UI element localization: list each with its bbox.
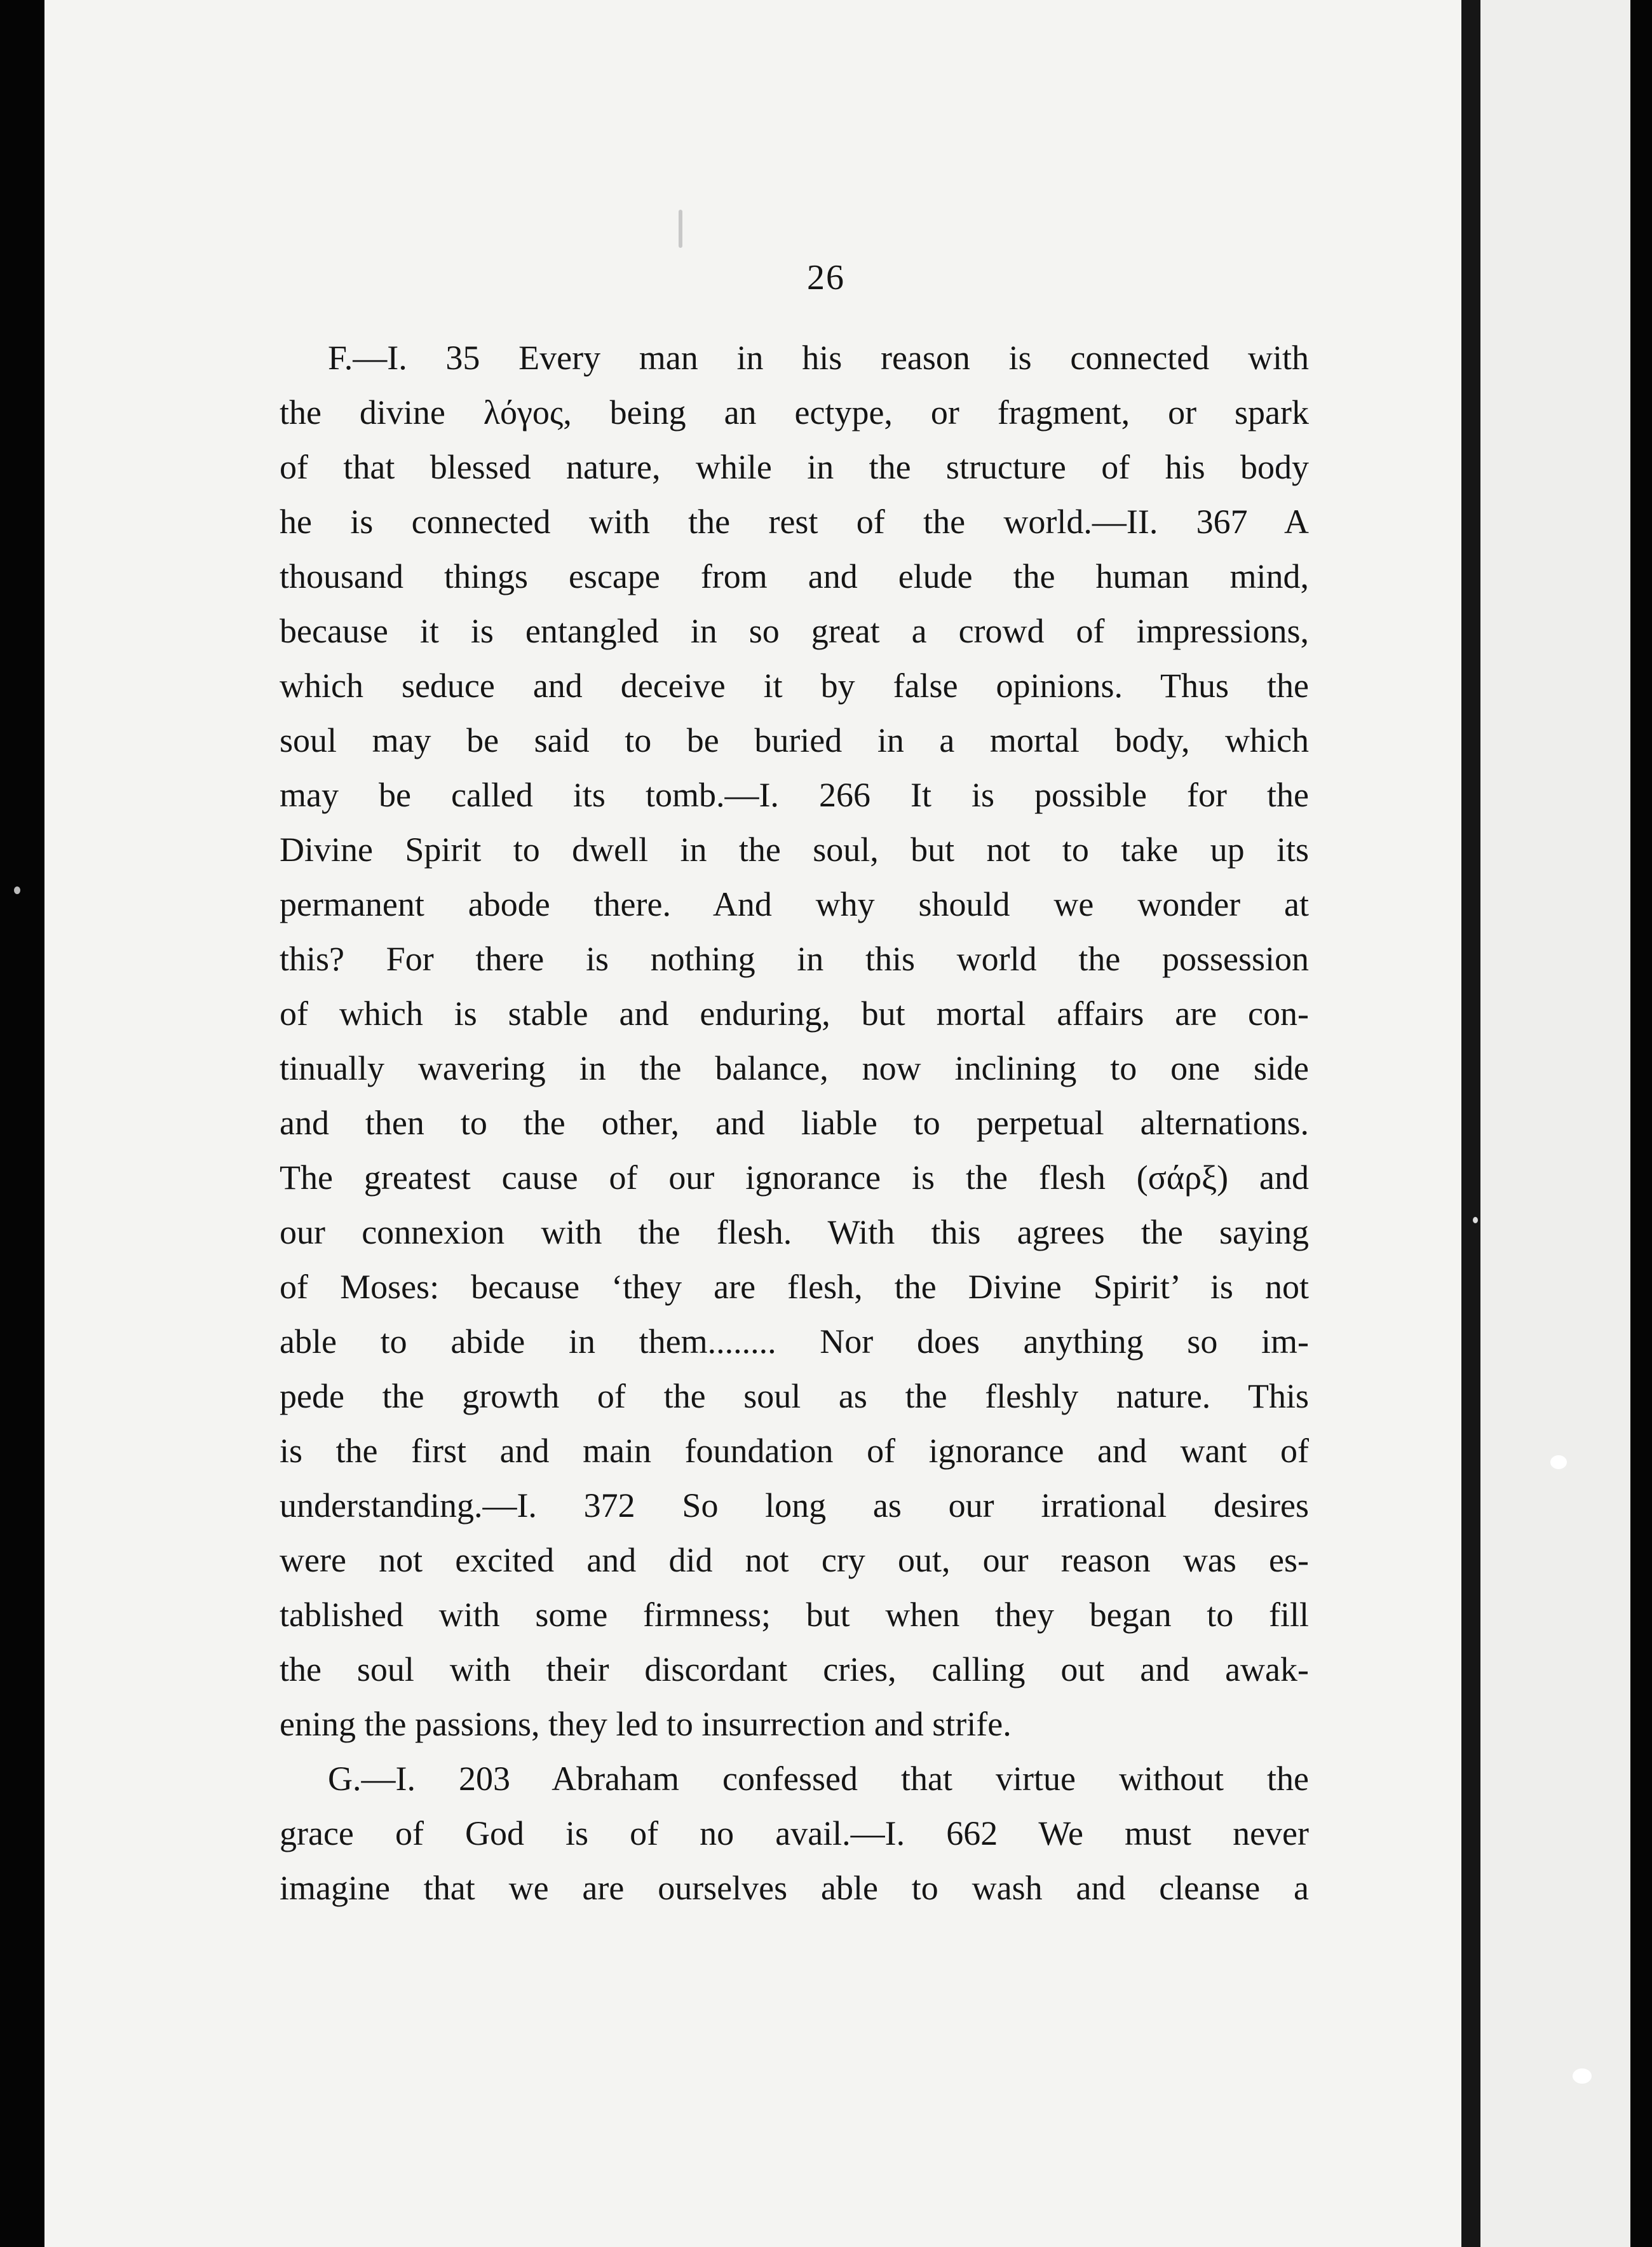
text-line: may be called its tomb.—I. 266 It is possible for the xyxy=(280,776,1309,814)
paragraph-f xyxy=(280,330,1309,1751)
text-line: understanding.—I. 372 So long as our irrational desires xyxy=(280,1486,1309,1524)
adjacent-page-edge xyxy=(1480,0,1630,2247)
scan-speck xyxy=(679,210,682,248)
text-line: G.—I. 203 Abraham confessed that virtue without the xyxy=(328,1760,1309,1798)
text-line: because it is entangled in so great a crowd of impressions, xyxy=(280,612,1309,650)
scan-speck xyxy=(1473,1217,1478,1223)
text-line: F.—I. 35 Every man in his reason is connected with xyxy=(328,339,1309,377)
text-line: pede the growth of the soul as the fleshly nature. This xyxy=(280,1377,1309,1415)
text-line: the soul with their discordant cries, calling out and awak- xyxy=(280,1650,1309,1688)
text-line: The greatest cause of our ignorance is the flesh (σάρξ) and xyxy=(280,1158,1309,1197)
text-line: of that blessed nature, while in the structure of his body xyxy=(280,448,1309,486)
text-line: of Moses: because ‘they are flesh, the Divine Spirit’ is not xyxy=(280,1268,1309,1306)
text-line: he is connected with the rest of the world.—II. 367 A xyxy=(280,503,1309,541)
text-line: which seduce and deceive it by false opinions. Thus the xyxy=(280,667,1309,705)
text-line: and then to the other, and liable to perpetual alternations. xyxy=(280,1104,1309,1142)
scan-border-right xyxy=(1630,0,1652,2247)
page-gutter xyxy=(1461,0,1480,2247)
text-line: ening the passions, they led to insurrection and strife. xyxy=(280,1705,1012,1743)
page-body xyxy=(280,330,1309,1915)
scan-speck xyxy=(1573,2068,1592,2084)
page-number: 26 xyxy=(807,258,845,297)
text-line: grace of God is of no avail.—I. 662 We must never xyxy=(280,1814,1309,1852)
text-line: thousand things escape from and elude the human mind, xyxy=(280,557,1309,595)
text-line: our connexion with the flesh. With this agrees the saying xyxy=(280,1213,1309,1251)
text-line: soul may be said to be buried in a mortal body, which xyxy=(280,721,1309,759)
scan-border-left xyxy=(0,0,44,2247)
paragraph-g xyxy=(280,1751,1309,1915)
text-line: were not excited and did not cry out, our reason was es- xyxy=(280,1541,1309,1579)
text-line: Divine Spirit to dwell in the soul, but not to take up its xyxy=(280,831,1309,869)
text-line: permanent abode there. And why should we wonder at xyxy=(280,885,1309,923)
text-line: imagine that we are ourselves able to wash and cleanse a xyxy=(280,1869,1309,1907)
text-line: tinually wavering in the balance, now inclining to one side xyxy=(280,1049,1309,1087)
text-line: tablished with some firmness; but when they began to fill xyxy=(280,1596,1309,1634)
scan-speck xyxy=(1550,1455,1567,1469)
text-line: is the first and main foundation of ignorance and want of xyxy=(280,1432,1309,1470)
text-line: this? For there is nothing in this world the possession xyxy=(280,940,1309,978)
text-line: of which is stable and enduring, but mortal affairs are con- xyxy=(280,995,1309,1033)
text-line: able to abide in them........ Nor does anything so im- xyxy=(280,1322,1309,1361)
text-line: the divine λόγος, being an ectype, or fragment, or spark xyxy=(280,393,1309,431)
scan-speck xyxy=(14,886,20,894)
